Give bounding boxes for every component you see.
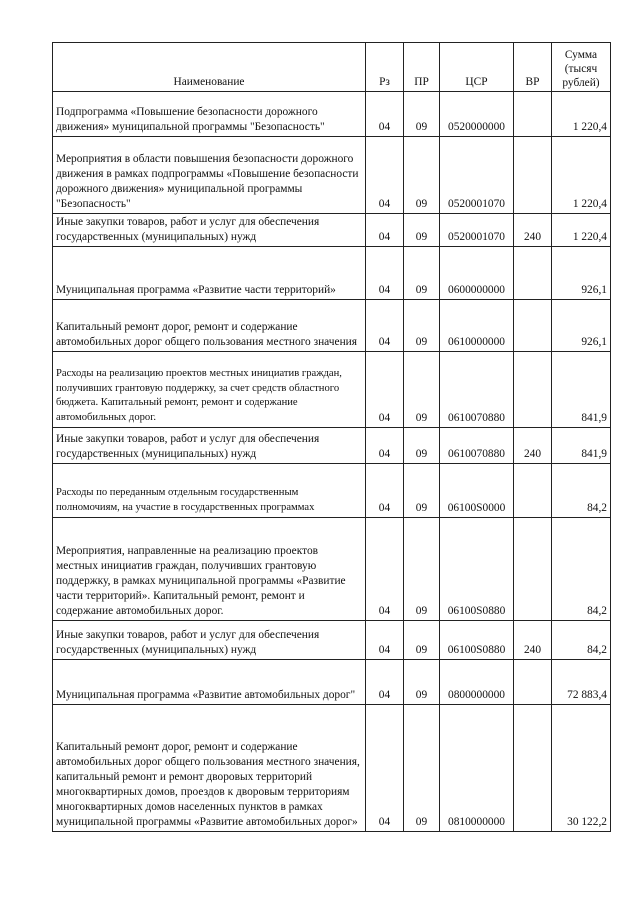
row-name: Капитальный ремонт дорог, ремонт и содержание автомобильных дорог общего пользования местного значения bbox=[53, 300, 366, 352]
row-pr: 09 bbox=[404, 92, 440, 137]
row-pr: 09 bbox=[404, 428, 440, 464]
row-pr: 09 bbox=[404, 705, 440, 832]
table-row bbox=[53, 92, 611, 137]
row-pr: 09 bbox=[404, 518, 440, 621]
budget-table bbox=[52, 42, 611, 832]
table-header bbox=[53, 43, 611, 92]
header-pr: ПР bbox=[404, 43, 440, 92]
table-row bbox=[53, 621, 611, 660]
row-rz: 04 bbox=[366, 428, 404, 464]
row-sum: 84,2 bbox=[552, 464, 611, 518]
table-row bbox=[53, 247, 611, 300]
row-csr: 06100S0000 bbox=[440, 464, 514, 518]
row-vr: 240 bbox=[514, 214, 552, 247]
row-name: Муниципальная программа «Развитие автомобильных дорог" bbox=[53, 660, 366, 705]
row-pr: 09 bbox=[404, 300, 440, 352]
row-csr: 0520001070 bbox=[440, 137, 514, 214]
table-row bbox=[53, 464, 611, 518]
row-name: Расходы на реализацию проектов местных инициатив граждан, получивших грантовую поддержку, за счет средств областного бюджета. Капитальный ремонт, ремонт и содержание автомобильных дорог. bbox=[53, 352, 366, 428]
row-csr: 0520001070 bbox=[440, 214, 514, 247]
row-sum: 841,9 bbox=[552, 428, 611, 464]
row-name: Муниципальная программа «Развитие части территорий» bbox=[53, 247, 366, 300]
row-csr: 06100S0880 bbox=[440, 621, 514, 660]
row-rz: 04 bbox=[366, 137, 404, 214]
table-row bbox=[53, 518, 611, 621]
row-csr: 0810000000 bbox=[440, 705, 514, 832]
row-vr bbox=[514, 300, 552, 352]
row-sum: 72 883,4 bbox=[552, 660, 611, 705]
row-rz: 04 bbox=[366, 621, 404, 660]
row-vr bbox=[514, 518, 552, 621]
row-vr bbox=[514, 247, 552, 300]
table-row bbox=[53, 300, 611, 352]
row-rz: 04 bbox=[366, 518, 404, 621]
row-csr: 0800000000 bbox=[440, 660, 514, 705]
row-vr bbox=[514, 92, 552, 137]
row-rz: 04 bbox=[366, 464, 404, 518]
table-row bbox=[53, 705, 611, 832]
row-csr: 0520000000 bbox=[440, 92, 514, 137]
row-name: Мероприятия в области повышения безопасности дорожного движения в рамках подпрограммы «Повышение безопасности дорожного движения» муниципальной программы "Безопасность" bbox=[53, 137, 366, 214]
row-pr: 09 bbox=[404, 137, 440, 214]
row-vr: 240 bbox=[514, 621, 552, 660]
row-sum: 841,9 bbox=[552, 352, 611, 428]
row-sum: 84,2 bbox=[552, 518, 611, 621]
header-csr: ЦСР bbox=[440, 43, 514, 92]
row-pr: 09 bbox=[404, 214, 440, 247]
row-name: Расходы по переданным отдельным государственным полномочиям, на участие в государственных программах bbox=[53, 464, 366, 518]
row-sum: 926,1 bbox=[552, 247, 611, 300]
row-csr: 06100S0880 bbox=[440, 518, 514, 621]
row-sum: 30 122,2 bbox=[552, 705, 611, 832]
row-vr bbox=[514, 352, 552, 428]
row-name: Капитальный ремонт дорог, ремонт и содержание автомобильных дорог общего пользования местного значения, капитальный ремонт и ремонт дворовых территорий многоквартирных домов, проездов к дворовым территориям многоквартирных домов населенных пунктов в рамках муниципальной программы «Развитие автомобильных дорог» bbox=[53, 705, 366, 832]
row-rz: 04 bbox=[366, 214, 404, 247]
row-csr: 0610070880 bbox=[440, 428, 514, 464]
table-row bbox=[53, 137, 611, 214]
header-sum: Сумма (тысяч рублей) bbox=[552, 43, 611, 92]
table-row bbox=[53, 660, 611, 705]
row-rz: 04 bbox=[366, 247, 404, 300]
row-csr: 0600000000 bbox=[440, 247, 514, 300]
row-name: Иные закупки товаров, работ и услуг для обеспечения государственных (муниципальных) нужд bbox=[53, 621, 366, 660]
row-vr: 240 bbox=[514, 428, 552, 464]
row-vr bbox=[514, 137, 552, 214]
row-rz: 04 bbox=[366, 92, 404, 137]
row-sum: 926,1 bbox=[552, 300, 611, 352]
row-name: Иные закупки товаров, работ и услуг для обеспечения государственных (муниципальных) нужд bbox=[53, 214, 366, 247]
table-row bbox=[53, 352, 611, 428]
row-pr: 09 bbox=[404, 621, 440, 660]
row-csr: 0610000000 bbox=[440, 300, 514, 352]
table-row bbox=[53, 428, 611, 464]
row-pr: 09 bbox=[404, 660, 440, 705]
header-vr: ВР bbox=[514, 43, 552, 92]
row-sum: 1 220,4 bbox=[552, 137, 611, 214]
row-pr: 09 bbox=[404, 464, 440, 518]
row-vr bbox=[514, 464, 552, 518]
table-body bbox=[53, 92, 611, 832]
row-vr bbox=[514, 705, 552, 832]
row-sum: 84,2 bbox=[552, 621, 611, 660]
row-name: Подпрограмма «Повышение безопасности дорожного движения» муниципальной программы "Безопасность" bbox=[53, 92, 366, 137]
row-name: Мероприятия, направленные на реализацию проектов местных инициатив граждан, получивших грантовую поддержку, в рамках муниципальной программы «Развитие части территорий». Капитальный ремонт, ремонт и содержание автомобильных дорог. bbox=[53, 518, 366, 621]
row-pr: 09 bbox=[404, 247, 440, 300]
row-sum: 1 220,4 bbox=[552, 214, 611, 247]
row-rz: 04 bbox=[366, 660, 404, 705]
row-rz: 04 bbox=[366, 352, 404, 428]
header-row bbox=[53, 43, 611, 92]
row-pr: 09 bbox=[404, 352, 440, 428]
row-vr bbox=[514, 660, 552, 705]
table-row bbox=[53, 214, 611, 247]
header-rz: Рз bbox=[366, 43, 404, 92]
row-rz: 04 bbox=[366, 300, 404, 352]
row-name: Иные закупки товаров, работ и услуг для обеспечения государственных (муниципальных) нужд bbox=[53, 428, 366, 464]
row-csr: 0610070880 bbox=[440, 352, 514, 428]
row-sum: 1 220,4 bbox=[552, 92, 611, 137]
row-rz: 04 bbox=[366, 705, 404, 832]
header-name: Наименование bbox=[53, 43, 366, 92]
